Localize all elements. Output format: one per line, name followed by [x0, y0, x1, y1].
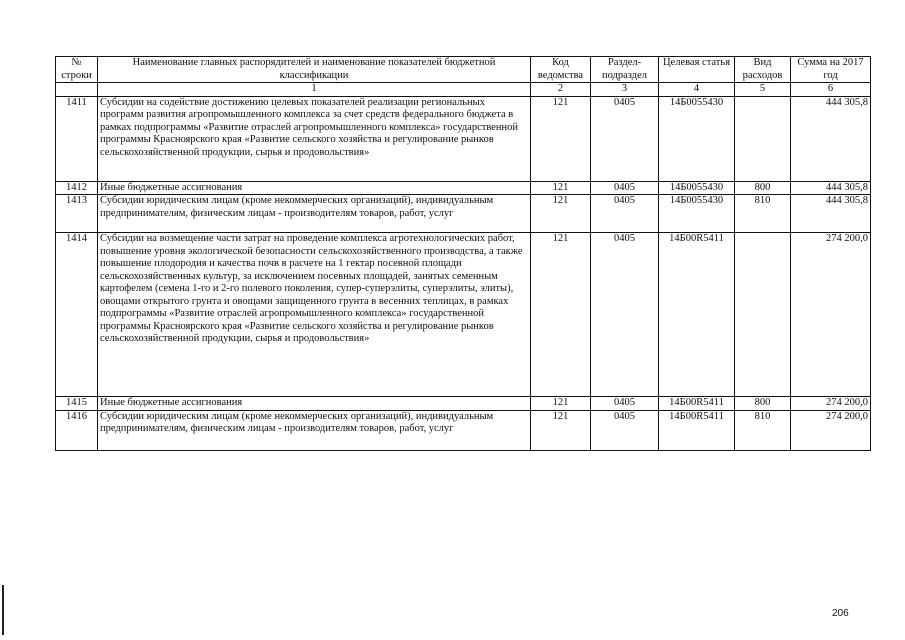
index-cell: 3	[591, 83, 659, 97]
row-name: Иные бюджетные ассигнования	[98, 181, 531, 195]
table-row	[56, 410, 871, 450]
table-row	[56, 397, 871, 411]
row-sum: 444 305,8	[791, 181, 871, 195]
column-index-row	[56, 83, 871, 97]
table-row	[56, 233, 871, 397]
header-target: Целевая статья	[659, 57, 735, 83]
index-cell: 1	[98, 83, 531, 97]
row-type: 800	[735, 397, 791, 411]
row-section: 0405	[591, 410, 659, 450]
header-sum: Сумма на 2017 год	[791, 57, 871, 83]
row-section: 0405	[591, 397, 659, 411]
scan-edge-mark	[2, 585, 4, 635]
row-sum: 444 305,8	[791, 96, 871, 181]
row-section: 0405	[591, 195, 659, 233]
index-cell: 2	[531, 83, 591, 97]
row-dept: 121	[531, 181, 591, 195]
page-number: 206	[832, 608, 849, 619]
row-sum: 274 200,0	[791, 397, 871, 411]
row-target: 14Б00R5411	[659, 410, 735, 450]
index-cell: 5	[735, 83, 791, 97]
row-type: 800	[735, 181, 791, 195]
row-dept: 121	[531, 397, 591, 411]
row-dept: 121	[531, 195, 591, 233]
row-target: 14Б00R5411	[659, 397, 735, 411]
row-name: Иные бюджетные ассигнования	[98, 397, 531, 411]
index-cell: 4	[659, 83, 735, 97]
index-cell	[56, 83, 98, 97]
table-row	[56, 181, 871, 195]
header-row	[56, 57, 871, 83]
row-target: 14Б0055430	[659, 96, 735, 181]
row-num: 1415	[56, 397, 98, 411]
table-row	[56, 96, 871, 181]
row-num: 1411	[56, 96, 98, 181]
row-name: Субсидии на возмещение части затрат на проведение комплекса агротехнологических работ, повышение уровня экологической безопасности сельскохозяйственного производства, а также повышение плодородия и качества почв в расчете на 1 гектар посевной площади сельскохозяйственных культур, за исключением посевных площадей, занятых семенным картофелем (семена 1-го и 2-го полевого поколения, супер-суперэлиты, суперэлиты, элиты), овощами открытого грунта и овощами защищенного грунта в весенних теплицах, в рамках подпрограммы «Развитие отраслей агропромышленного комплекса» государственной программы Красноярского края «Развитие сельского хозяйства и регулирование рынков сельскохозяйственной продукции, сырья и продовольствия»	[98, 233, 531, 397]
row-name: Субсидии на содействие достижению целевых показателей реализации региональных программ развития агропромышленного комплекса за счет средств федерального бюджета в рамках подпрограммы «Развитие отраслей агропромышленного комплекса» государственной программы Красноярского края «Развитие сельского хозяйства и регулирование рынков сельскохозяйственной продукции, сырья и продовольствия»	[98, 96, 531, 181]
row-dept: 121	[531, 96, 591, 181]
row-num: 1413	[56, 195, 98, 233]
header-num: № строки	[56, 57, 98, 83]
row-type	[735, 96, 791, 181]
row-type: 810	[735, 195, 791, 233]
row-target: 14Б00R5411	[659, 233, 735, 397]
row-type	[735, 233, 791, 397]
header-section: Раздел-подраздел	[591, 57, 659, 83]
header-name: Наименование главных распорядителей и наименование показателей бюджетной классификации	[98, 57, 531, 83]
row-name: Субсидии юридическим лицам (кроме некоммерческих организаций), индивидуальным предпринимателям, физическим лицам - производителям товаров, работ, услуг	[98, 410, 531, 450]
row-type: 810	[735, 410, 791, 450]
row-sum: 444 305,8	[791, 195, 871, 233]
header-type: Вид расходов	[735, 57, 791, 83]
table-row	[56, 195, 871, 233]
index-cell: 6	[791, 83, 871, 97]
row-section: 0405	[591, 96, 659, 181]
header-dept: Код ведомства	[531, 57, 591, 83]
row-section: 0405	[591, 181, 659, 195]
row-dept: 121	[531, 410, 591, 450]
row-num: 1416	[56, 410, 98, 450]
row-dept: 121	[531, 233, 591, 397]
row-name: Субсидии юридическим лицам (кроме некоммерческих организаций), индивидуальным предпринимателям, физическим лицам - производителям товаров, работ, услуг	[98, 195, 531, 233]
row-target: 14Б0055430	[659, 195, 735, 233]
budget-table	[55, 56, 871, 451]
row-target: 14Б0055430	[659, 181, 735, 195]
row-num: 1412	[56, 181, 98, 195]
row-num: 1414	[56, 233, 98, 397]
row-sum: 274 200,0	[791, 410, 871, 450]
row-section: 0405	[591, 233, 659, 397]
row-sum: 274 200,0	[791, 233, 871, 397]
